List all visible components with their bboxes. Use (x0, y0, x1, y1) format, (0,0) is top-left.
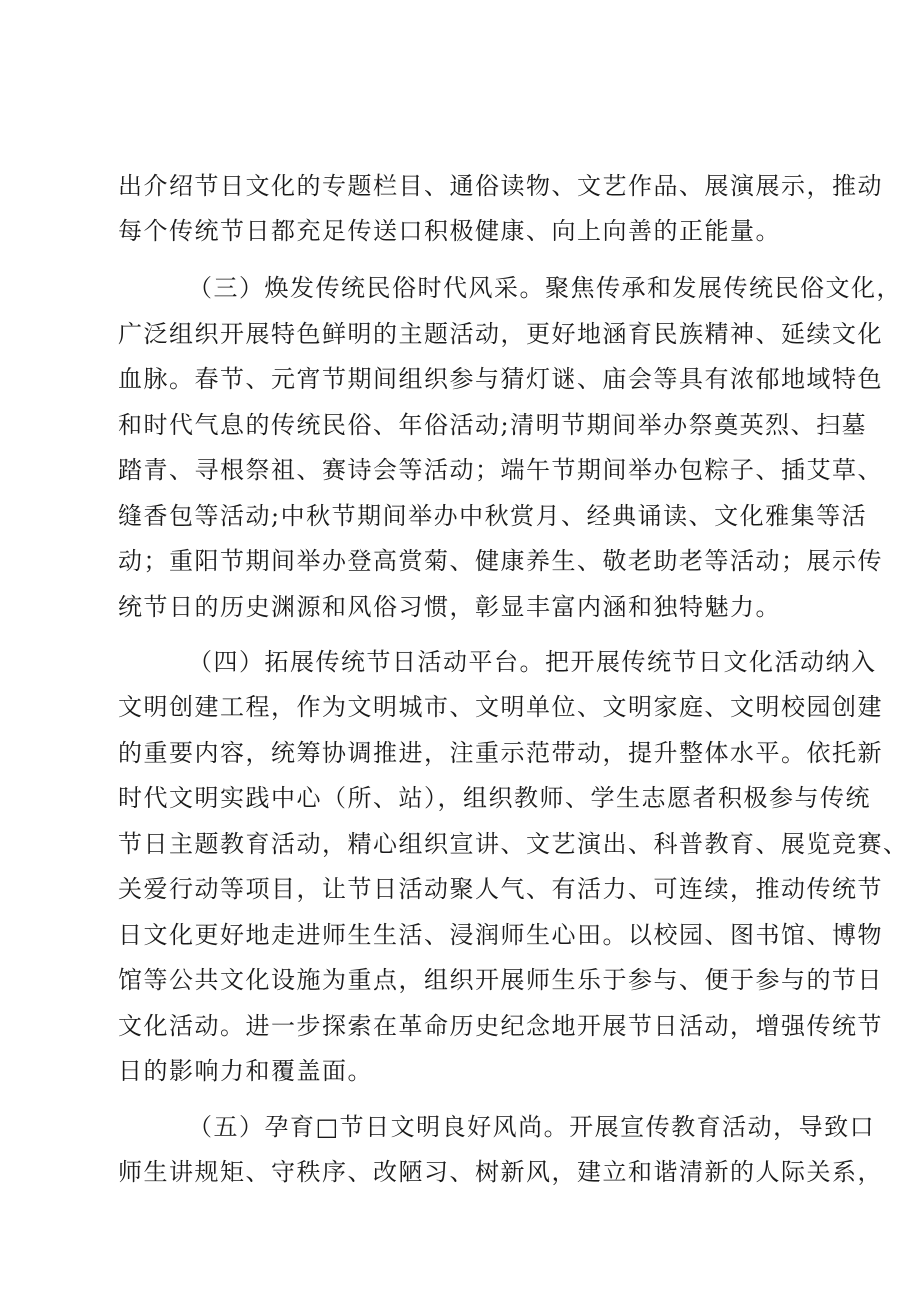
text-line: 统节日的历史渊源和风俗习惯，彰显丰富内涵和独特魅力。 (118, 593, 781, 621)
text-line: 关爱行动等项目，让节日活动聚人气、有活力、可连续，推动传统节 (118, 875, 883, 903)
text-line: 节日主题教育活动，精心组织宣讲、文艺演出、科普教育、展览竞赛、 (118, 830, 909, 858)
text-line: 缝香包等活动;中秋节期间举办中秋赏月、经典诵读、文化雅集等活 (118, 502, 868, 530)
paragraph-heading-4: （四）拓展传统节日活动平台。把开展传统节日文化活动纳入 (188, 648, 877, 676)
paragraph-heading-5: （五）孕育□节日文明良好风尚。开展宣传教育活动，导致口 (188, 1113, 876, 1141)
text-line: 的重要内容，统筹协调推进，注重示范带动，提升整体水平。依托新 (118, 739, 883, 767)
text-line: 日的影响力和覆盖面。 (118, 1057, 373, 1085)
text-line: 血脉。春节、元宵节期间组织参与猜灯谜、庙会等具有浓郁地域特色 (118, 365, 883, 393)
text-line: 动；重阳节期间举办登高赏菊、健康养生、敬老助老等活动；展示传 (118, 547, 883, 575)
text-line: 文化活动。进一步探索在革命历史纪念地开展节日活动，增强传统节 (118, 1012, 883, 1040)
paragraph-heading-3: （三）焕发传统民俗时代风采。聚焦传承和发展传统民俗文化， (188, 274, 902, 302)
text-line: 日文化更好地走进师生生活、浸润师生心田。以校园、图书馆、博物 (118, 921, 883, 949)
text-line: 踏青、寻根祭祖、赛诗会等活动；端午节期间举办包粽子、插艾草、 (118, 456, 883, 484)
text-line: 馆等公共文化设施为重点，组织开展师生乐于参与、便于参与的节日 (118, 966, 883, 994)
text-line: 每个传统节日都充足传送口积极健康、向上向善的正能量。 (118, 217, 781, 245)
text-line: 文明创建工程，作为文明城市、文明单位、文明家庭、文明校园创建 (118, 693, 883, 721)
text-line: 出介绍节日文化的专题栏目、通俗读物、文艺作品、展演展示，推动 (118, 172, 883, 200)
text-line: 师生讲规矩、守秩序、改陋习、树新风，建立和谐清新的人际关系， (118, 1158, 883, 1186)
text-line: 广泛组织开展特色鲜明的主题活动，更好地涵育民族精神、延续文化 (118, 320, 883, 348)
text-line: 时代文明实践中心（所、站），组织教师、学生志愿者积极参与传统 (118, 784, 871, 812)
text-line: 和时代气息的传统民俗、年俗活动;清明节期间举办祭奠英烈、扫墓 (118, 411, 868, 439)
